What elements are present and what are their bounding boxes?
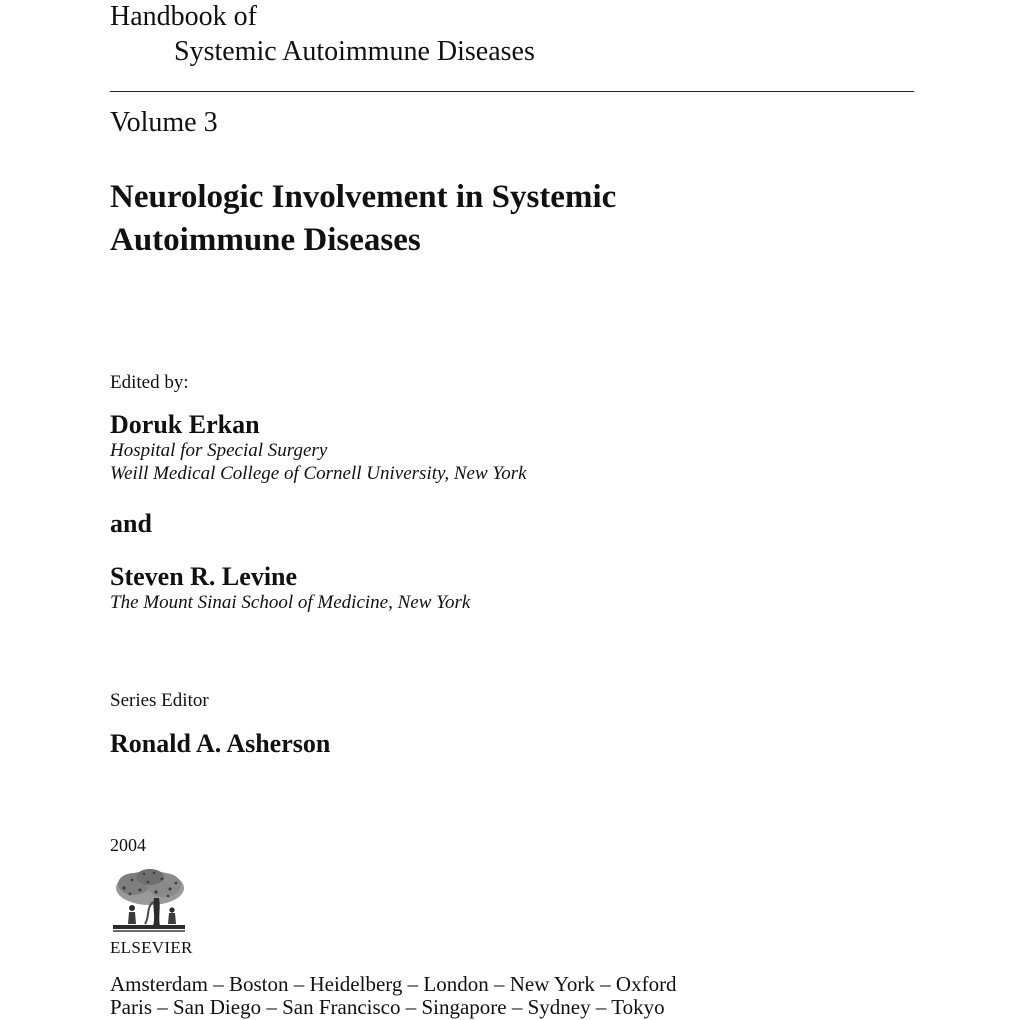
publisher-cities-line1: Amsterdam – Boston – Heidelberg – London – New York – Oxford bbox=[110, 972, 677, 996]
series-title-line1: Handbook of bbox=[110, 1, 257, 32]
editor1-affiliation1: Hospital for Special Surgery bbox=[110, 440, 328, 461]
series-title-line2: Systemic Autoimmune Diseases bbox=[174, 36, 535, 67]
elsevier-tree-logo-icon bbox=[110, 868, 188, 938]
publisher-cities-line2: Paris – San Diego – San Francisco – Singapore – Sydney – Tokyo bbox=[110, 995, 665, 1019]
series-editor-label: Series Editor bbox=[110, 690, 209, 711]
edited-by-label: Edited by: bbox=[110, 372, 189, 393]
book-title-line1: Neurologic Involvement in Systemic bbox=[110, 179, 617, 215]
series-editor-name: Ronald A. Asherson bbox=[110, 729, 331, 758]
editors-conjunction: and bbox=[110, 509, 152, 538]
publication-year: 2004 bbox=[110, 835, 146, 855]
editor1-affiliation2: Weill Medical College of Cornell University, New York bbox=[110, 463, 527, 484]
book-title-line2: Autoimmune Diseases bbox=[110, 222, 421, 258]
book-title bbox=[110, 176, 910, 262]
volume-number: Volume 3 bbox=[110, 107, 218, 138]
editor2-name: Steven R. Levine bbox=[110, 562, 298, 591]
publisher-name: ELSEVIER bbox=[110, 938, 193, 957]
title-divider bbox=[110, 91, 914, 92]
editor1-name: Doruk Erkan bbox=[110, 410, 260, 439]
editor2-affiliation: The Mount Sinai School of Medicine, New York bbox=[110, 592, 471, 613]
